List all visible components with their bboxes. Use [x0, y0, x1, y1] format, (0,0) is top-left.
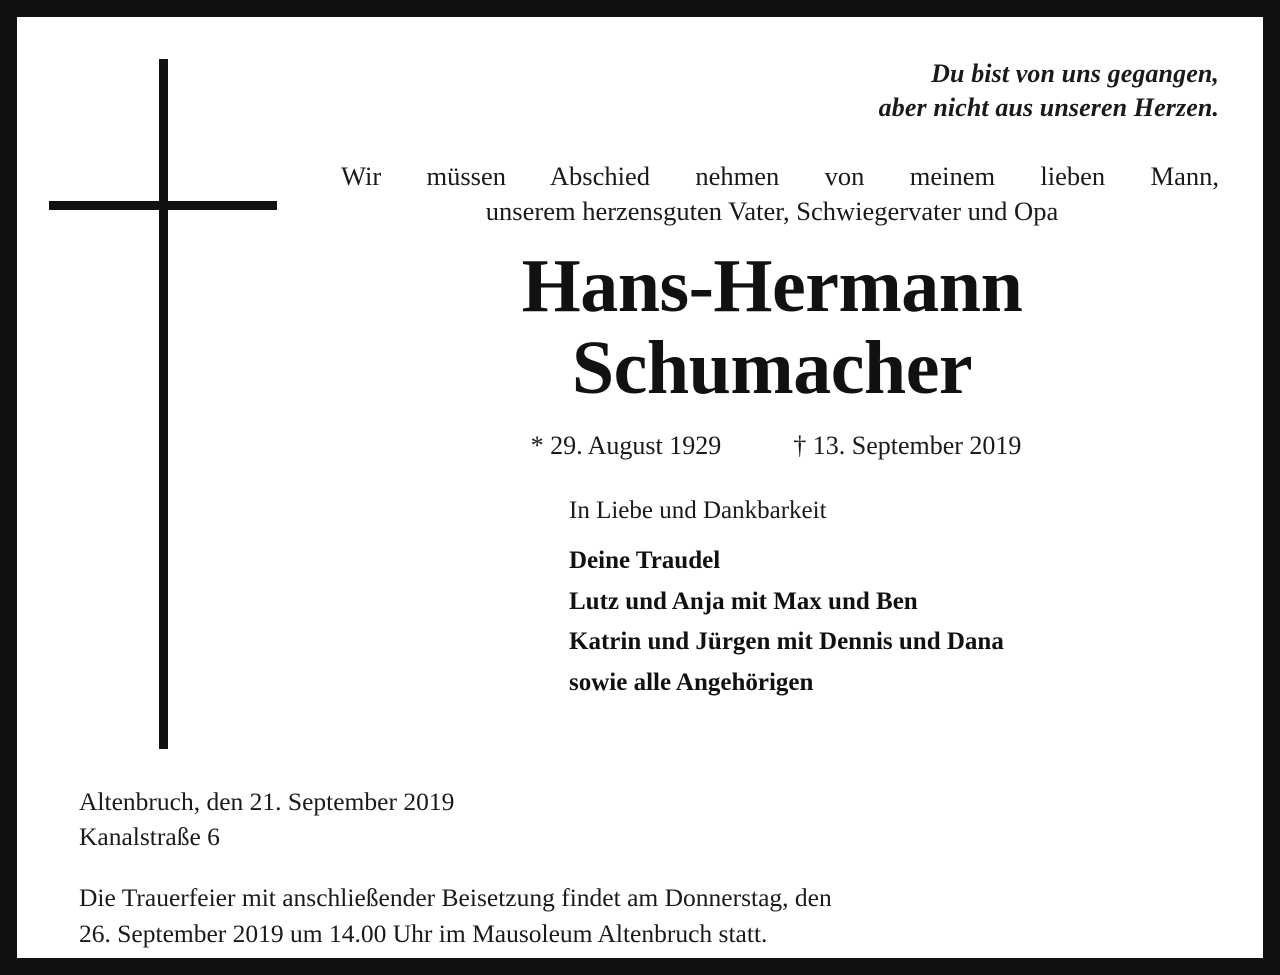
survivor-line: Deine Traudel: [569, 547, 721, 575]
ceremony-line-2: 26. September 2019 um 14.00 Uhr im Mausoleum Altenbruch statt.: [79, 918, 768, 948]
footer-block: [79, 785, 1227, 951]
ceremony-line-1: Die Trauerfeier mit anschließender Beisetzung findet am Donnerstag, den: [79, 883, 832, 913]
notice-content: [317, 41, 1227, 703]
intro-block: [317, 159, 1227, 229]
notice-inner-frame: [14, 14, 1266, 961]
street-address: Kanalstraße 6: [79, 821, 220, 851]
place-and-date: Altenbruch, den 21. September 2019: [79, 787, 455, 816]
christian-cross-icon: [49, 45, 289, 755]
motto-block: [317, 57, 1219, 125]
deceased-first-name: Hans-Hermann: [521, 244, 1023, 329]
intro-line-1: Wir müssen Abschied nehmen von meinem lieben Mann,: [341, 160, 1219, 191]
survivor-line: sowie alle Angehörigen: [569, 668, 814, 696]
dedication-text: In Liebe und Dankbarkeit: [569, 497, 827, 525]
cross-vertical-bar: [159, 59, 168, 749]
survivor-line: Lutz und Anja mit Max und Ben: [569, 587, 918, 615]
birth-date: * 29. August 1929: [530, 431, 722, 461]
life-dates: [317, 431, 1227, 461]
motto-line-1: Du bist von uns gegangen,: [931, 59, 1219, 88]
cross-horizontal-bar: [49, 201, 277, 210]
deceased-last-name: Schumacher: [571, 326, 973, 411]
survivors-list: [317, 541, 1227, 703]
motto-line-2: aber nicht aus unseren Herzen.: [878, 92, 1219, 122]
deceased-name: [317, 245, 1227, 409]
ceremony-details: [79, 880, 1227, 950]
intro-line-2: unserem herzensguten Vater, Schwiegervater und Opa: [485, 195, 1059, 226]
death-date: † 13. September 2019: [793, 431, 1022, 461]
survivor-line: Katrin und Jürgen mit Dennis und Dana: [569, 628, 1004, 656]
